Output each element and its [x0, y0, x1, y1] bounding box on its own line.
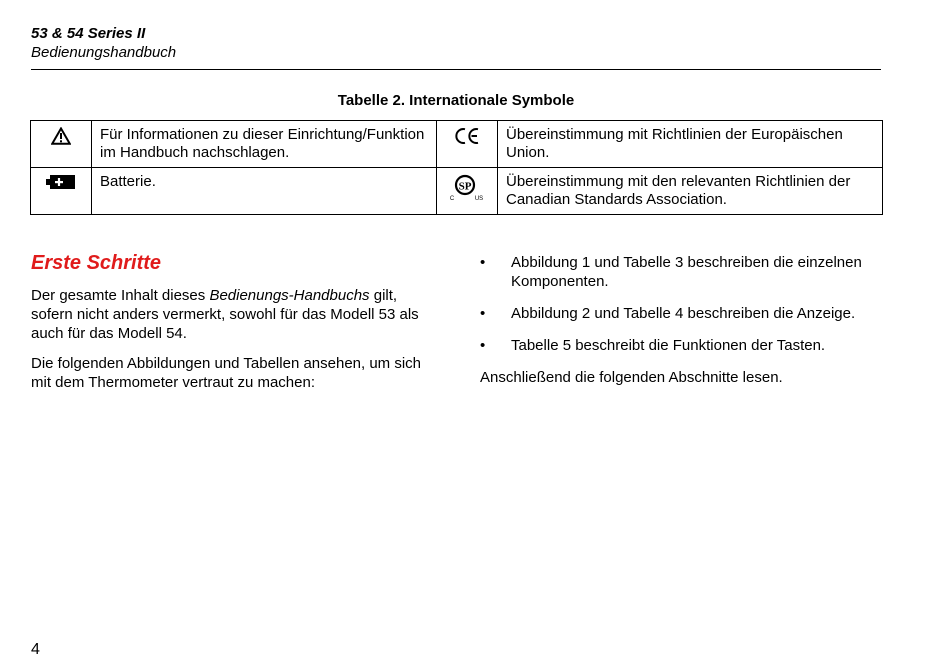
running-header — [31, 24, 176, 62]
bullet-icon: • — [480, 337, 486, 354]
list-item: • Tabelle 5 beschreibt die Funktionen der Tasten. — [480, 337, 826, 354]
left-column — [31, 286, 436, 403]
header-rule — [31, 69, 881, 70]
manual-name: Bedienungs-Handbuchs — [209, 287, 370, 304]
ce-mark-icon — [454, 127, 480, 145]
csa-mark-letters: SP — [458, 180, 472, 193]
symbol-cell — [31, 168, 92, 215]
symbol-cell — [31, 121, 92, 168]
list-item: • Abbildung 1 und Tabelle 3 beschreiben die einzelnen Komponenten. — [480, 254, 862, 290]
right-column — [480, 253, 890, 387]
symbol-description: Übereinstimmung mit den relevanten Richtlinien der Canadian Standards Association. — [498, 168, 883, 215]
battery-icon — [46, 174, 76, 190]
symbol-description: Batterie. — [92, 168, 437, 215]
symbol-cell — [437, 121, 498, 168]
symbols-table — [30, 120, 883, 215]
bullet-icon: • — [480, 254, 486, 271]
list-item: • Abbildung 2 und Tabelle 4 beschreiben die Anzeige. — [480, 305, 856, 322]
page-number: 4 — [31, 641, 40, 658]
closing-paragraph: Anschließend die folgenden Abschnitte lesen. — [480, 369, 783, 386]
section-title: Erste Schritte — [31, 252, 162, 274]
intro-paragraph: Der gesamte Inhalt dieses Bedienungs-Handbuchs gilt, sofern nicht anders vermerkt, sowohl für das Modell 53 als auch für das Modell 54. — [31, 287, 419, 342]
bullet-icon: • — [480, 305, 486, 322]
table-row — [31, 121, 883, 168]
series-title: 53 & 54 Series II — [31, 25, 146, 42]
csa-mark-c: C — [449, 196, 455, 202]
symbol-description: Für Informationen zu dieser Einrichtung/Funktion im Handbuch nachschlagen. — [92, 121, 437, 168]
instruction-paragraph: Die folgenden Abbildungen und Tabellen ansehen, um sich mit dem Thermometer vertraut zu machen: — [31, 355, 422, 391]
handbook-title: Bedienungshandbuch — [31, 44, 177, 61]
table-row — [31, 168, 883, 215]
table-caption: Tabelle 2. Internationale Symbole — [337, 92, 575, 109]
csa-mark-icon — [449, 174, 485, 202]
symbol-cell — [437, 168, 498, 215]
symbol-description: Übereinstimmung mit Richtlinien der Europäischen Union. — [498, 121, 883, 168]
warning-triangle-icon — [51, 127, 71, 145]
csa-mark-us: US — [474, 196, 484, 202]
